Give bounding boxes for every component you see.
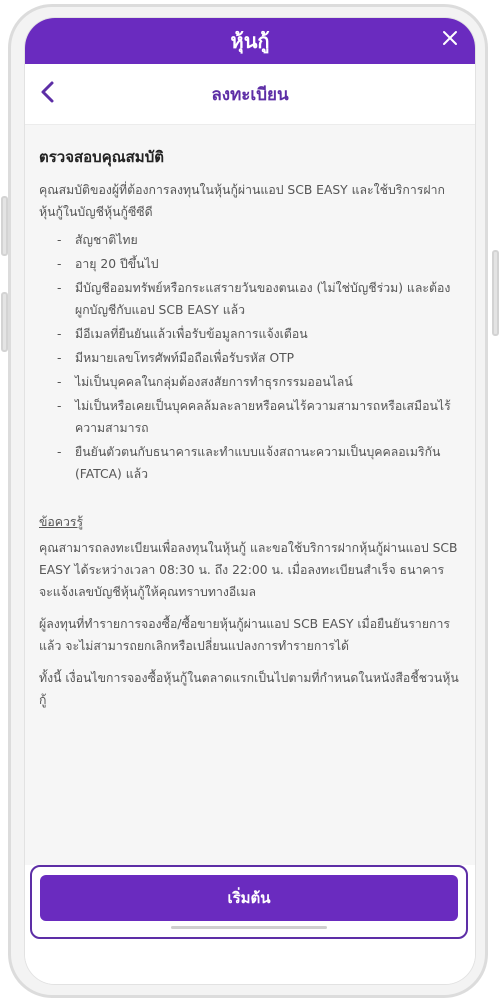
phone-side-button [1, 292, 8, 352]
sub-header-title: ลงทะเบียน [211, 84, 289, 105]
notes-title: ข้อควรรู้ [39, 515, 84, 529]
start-button[interactable]: เริ่มต้น [40, 875, 458, 921]
close-icon [442, 30, 458, 50]
home-indicator [171, 926, 327, 929]
list-item: - มีอีเมลที่ยืนยันแล้วเพื่อรับข้อมูลการแจ้งเตือน [39, 323, 459, 345]
title-bar [25, 18, 475, 64]
list-item: - ไม่เป็นหรือเคยเป็นบุคคลล้มละลายหรือคนไร้ความสามารถหรือเสมือนไร้ความสามารถ [39, 395, 459, 439]
eligibility-list [39, 229, 459, 485]
list-item: - ยืนยันตัวตนกับธนาคารและทำแบบแจ้งสถานะความเป็นบุคคลอเมริกัน (FATCA) แล้ว [39, 441, 459, 485]
content-area[interactable] [25, 125, 475, 865]
eligibility-title: ตรวจสอบคุณสมบัติ [39, 148, 164, 166]
notes-paragraph: ทั้งนี้ เงื่อนไขการจองซื้อหุ้นกู้ในตลาดแรกเป็นไปตามที่กำหนดในหนังสือชี้ชวนหุ้นกู้ [39, 671, 459, 707]
list-item: - ไม่เป็นบุคคลในกลุ่มต้องสงสัยการทำธุรกรรมออนไลน์ [39, 371, 459, 393]
sub-header [25, 64, 475, 125]
phone-side-button [1, 196, 8, 256]
list-item: - อายุ 20 ปีขึ้นไป [39, 253, 459, 275]
list-item: - สัญชาติไทย [39, 229, 459, 251]
page-title: หุ้นกู้ [230, 29, 270, 53]
footer [25, 865, 475, 984]
notes-paragraph: ผู้ลงทุนที่ทำรายการจองซื้อ/ซื้อขายหุ้นกู้ผ่านแอป SCB EASY เมื่อยืนยันรายการแล้ว จะไม่สามารถยกเลิกหรือเปลี่ยนแปลงการทำรายการได้ [39, 617, 450, 653]
eligibility-intro: คุณสมบัติของผู้ที่ต้องการลงทุนในหุ้นกู้ผ่านแอป SCB EASY และใช้บริการฝากหุ้นกู้ในบัญชีหุ้นกู้ซีซีดี [39, 183, 445, 219]
chevron-left-icon [39, 80, 57, 108]
close-button[interactable] [437, 27, 463, 53]
list-item: - มีบัญชีออมทรัพย์หรือกระแสรายวันของตนเอง (ไม่ใช่บัญชีร่วม) และต้องผูกบัญชีกับแอป SCB EASY แล้ว [39, 277, 459, 321]
notes-paragraph: คุณสามารถลงทะเบียนเพื่อลงทุนในหุ้นกู้ และขอใช้บริการฝากหุ้นกู้ผ่านแอป SCB EASY ได้ระหว่างเวลา 08:30 น. ถึง 22:00 น. เมื่อลงทะเบียนสำเร็จ ธนาคารจะแจ้งเลขบัญชีหุ้นกู้ให้คุณทราบทางอีเมล [39, 541, 458, 599]
phone-side-button [492, 250, 499, 336]
app-screen [25, 18, 475, 984]
back-button[interactable] [33, 79, 63, 109]
list-item: - มีหมายเลขโทรศัพท์มือถือเพื่อรับรหัส OTP [39, 347, 459, 369]
